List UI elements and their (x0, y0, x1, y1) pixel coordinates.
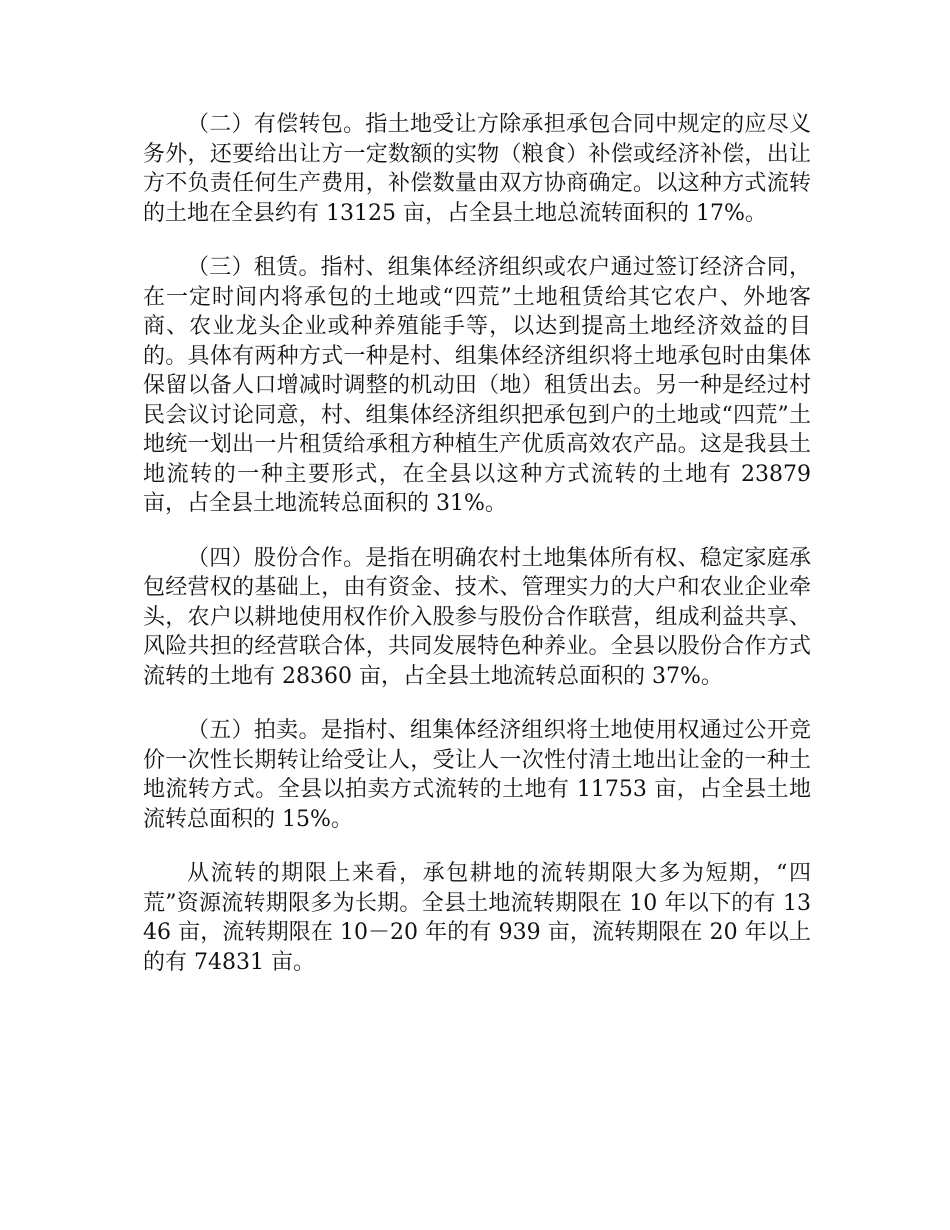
paragraph-spacer (143, 519, 811, 544)
paragraph-spacer (143, 834, 811, 859)
paragraph-transfer-term: 从流转的期限上来看，承包耕地的流转期限大多为短期，“四荒”资源流转期限多为长期。全县土地流转期限在 10 年以下的有 1346 亩，流转期限在 10－20 年的有 939 亩，流转期限在 20 年以上的有 74831 亩。 (143, 861, 811, 975)
paragraph-leasing: （三）租赁。指村、组集体经济组织或农户通过签订经济合同，在一定时间内将承包的土地或“四荒”土地租赁给其它农户、外地客商、农业龙头企业或种养殖能手等，以达到提高土地经济效益的目的。具体有两种方式一种是村、组集体经济组织将土地承包时由集体保留以备人口增减时调整的机动田（地）租赁出去。另一种是经过村民会议讨论同意，村、组集体经济组织把承包到户的土地或“四荒”土地统一划出一片租赁给承租方种植生产优质高效农产品。这是我县土地流转的一种主要形式，在全县以这种方式流转的土地有 23879 亩，占全县土地流转总面积的 31%。 (143, 255, 811, 516)
paragraph-auction: （五）拍卖。是指村、组集体经济组织将土地使用权通过公开竞价一次性长期转让给受让人，受让人一次性付清土地出让金的一种土地流转方式。全县以拍卖方式流转的土地有 11753 亩，占全县土地流转总面积的 15%。 (143, 718, 811, 832)
paragraph-spacer (143, 691, 811, 716)
document-body (143, 110, 811, 977)
paragraph-compensated-subcontract: （二）有偿转包。指土地受让方除承担承包合同中规定的应尽义务外，还要给出让方一定数额的实物（粮食）补偿或经济补偿，出让方不负责任何生产费用，补偿数量由双方协商确定。以这种方式流转的土地在全县约有 13125 亩，占全县土地总流转面积的 17%。 (143, 112, 811, 226)
paragraph-spacer (143, 228, 811, 253)
paragraph-share-cooperation: （四）股份合作。是指在明确农村土地集体所有权、稳定家庭承包经营权的基础上，由有资金、技术、管理实力的大户和农业企业牵头，农户以耕地使用权作价入股参与股份合作联营，组成利益共享、风险共担的经营联合体，共同发展特色种养业。全县以股份合作方式流转的土地有 28360 亩，占全县土地流转总面积的 37%。 (143, 545, 811, 689)
